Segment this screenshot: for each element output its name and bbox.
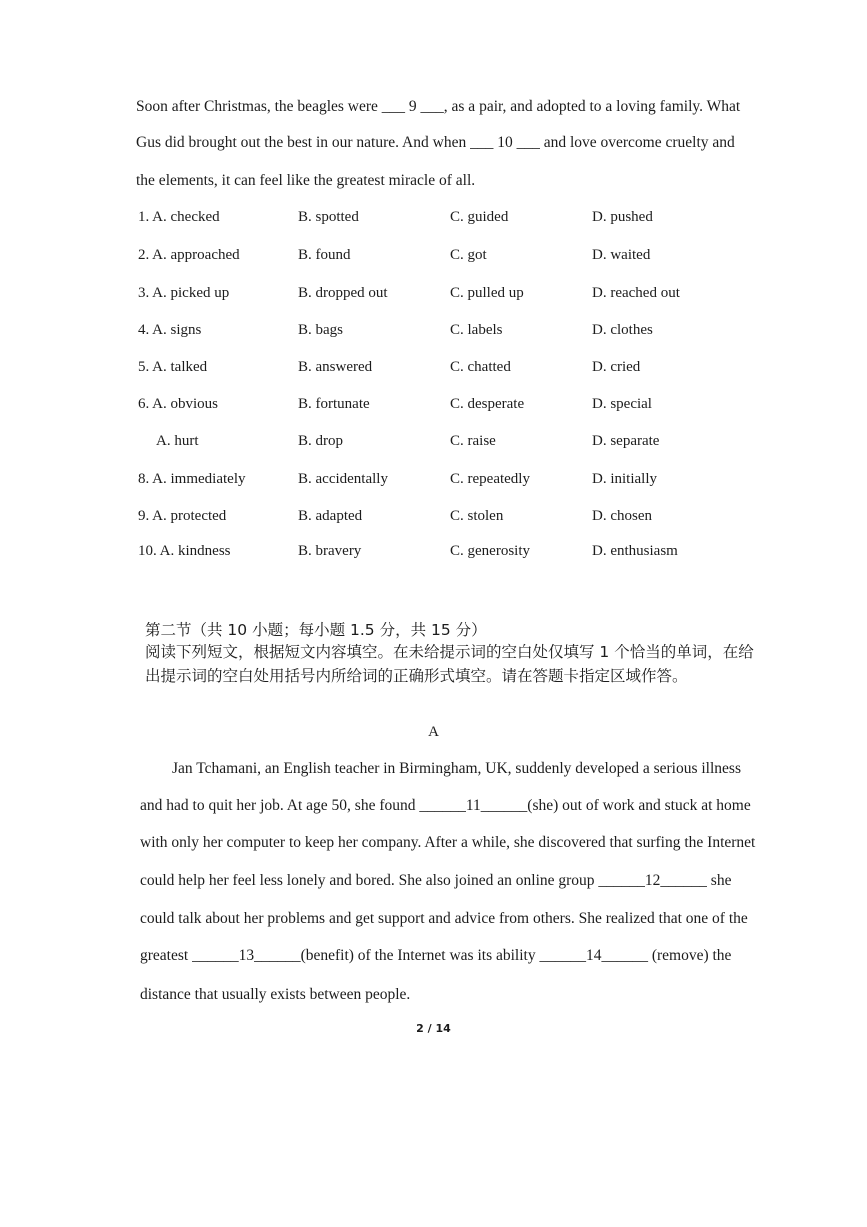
option-b: B. adapted xyxy=(298,508,363,524)
option-a: 2. A. approached xyxy=(138,247,240,263)
option-c: C. guided xyxy=(450,209,509,225)
option-row-5 xyxy=(138,359,758,381)
passage-a-line-2: and had to quit her job. At age 50, she found ______11______(she) out of work and stuck at home xyxy=(140,797,751,814)
passage-a-line-1: Jan Tchamani, an English teacher in Birmingham, UK, suddenly developed a serious illness xyxy=(172,760,741,777)
option-d: D. pushed xyxy=(592,209,653,225)
option-b: B. bags xyxy=(298,322,343,338)
option-d: D. special xyxy=(592,396,652,412)
passage-a-line-4: could help her feel less lonely and bored. She also joined an online group ______12______ she xyxy=(140,872,732,889)
option-a: 10. A. kindness xyxy=(138,543,231,559)
option-a: 1. A. checked xyxy=(138,209,220,225)
option-row-3 xyxy=(138,285,758,307)
option-c: C. desperate xyxy=(450,396,525,412)
option-d: D. separate xyxy=(592,433,660,449)
option-b: B. spotted xyxy=(298,209,359,225)
passage-line-3: the elements, it can feel like the greatest miracle of all. xyxy=(136,172,476,189)
option-a: A. hurt xyxy=(156,433,199,449)
passage-a-line-7: distance that usually exists between people. xyxy=(140,986,411,1003)
option-d: D. enthusiasm xyxy=(592,543,678,559)
option-a: 8. A. immediately xyxy=(138,471,246,487)
option-b: B. drop xyxy=(298,433,343,449)
passage-a-line-5: could talk about her problems and get support and advice from others. She realized that one of the xyxy=(140,910,748,927)
option-d: D. clothes xyxy=(592,322,653,338)
option-b: B. dropped out xyxy=(298,285,388,301)
option-c: C. labels xyxy=(450,322,503,338)
option-c: C. got xyxy=(450,247,487,263)
option-d: D. initially xyxy=(592,471,657,487)
option-d: D. reached out xyxy=(592,285,680,301)
option-row-2 xyxy=(138,247,758,269)
option-b: B. answered xyxy=(298,359,373,375)
option-row-8 xyxy=(138,471,758,493)
option-b: B. accidentally xyxy=(298,471,388,487)
option-a: 9. A. protected xyxy=(138,508,227,524)
option-row-9 xyxy=(138,508,758,530)
option-c: C. raise xyxy=(450,433,496,449)
passage-line-2: Gus did brought out the best in our nature. And when ___ 10 ___ and love overcome cruelty and xyxy=(136,134,735,151)
option-d: D. cried xyxy=(592,359,641,375)
passage-a-line-3: with only her computer to keep her company. After a while, she discovered that surfing the Internet xyxy=(140,834,756,851)
option-c: C. repeatedly xyxy=(450,471,530,487)
option-a: 3. A. picked up xyxy=(138,285,230,301)
option-b: B. bravery xyxy=(298,543,362,559)
option-c: C. pulled up xyxy=(450,285,524,301)
option-d: D. waited xyxy=(592,247,651,263)
page-number: 2 / 14 xyxy=(416,1022,451,1035)
option-a: 4. A. signs xyxy=(138,322,202,338)
option-row-6 xyxy=(138,396,758,418)
option-d: D. chosen xyxy=(592,508,652,524)
option-row-7 xyxy=(138,433,758,455)
passage-label: A xyxy=(428,724,439,740)
passage-line-1: Soon after Christmas, the beagles were ___ 9 ___, as a pair, and adopted to a loving family. What xyxy=(136,98,741,115)
option-b: B. found xyxy=(298,247,351,263)
option-c: C. chatted xyxy=(450,359,511,375)
section-instruction: 阅读下列短文，根据短文内容填空。在未给提示词的空白处仅填写 1 个恰当的单词，在给出提示词的空白处用括号内所给词的正确形式填空。请在答题卡指定区域作答。 xyxy=(145,643,754,685)
option-a: 5. A. talked xyxy=(138,359,208,375)
option-row-10 xyxy=(138,543,758,565)
option-a: 6. A. obvious xyxy=(138,396,219,412)
option-c: C. stolen xyxy=(450,508,504,524)
option-b: B. fortunate xyxy=(298,396,370,412)
option-c: C. generosity xyxy=(450,543,530,559)
option-row-4 xyxy=(138,322,758,344)
section-heading: 第二节（共 10 小题；每小题 1.5 分，共 15 分） xyxy=(145,621,487,639)
option-row-1 xyxy=(138,209,758,231)
passage-a-line-6: greatest ______13______(benefit) of the Internet was its ability ______14______ (remove) the xyxy=(140,947,732,964)
